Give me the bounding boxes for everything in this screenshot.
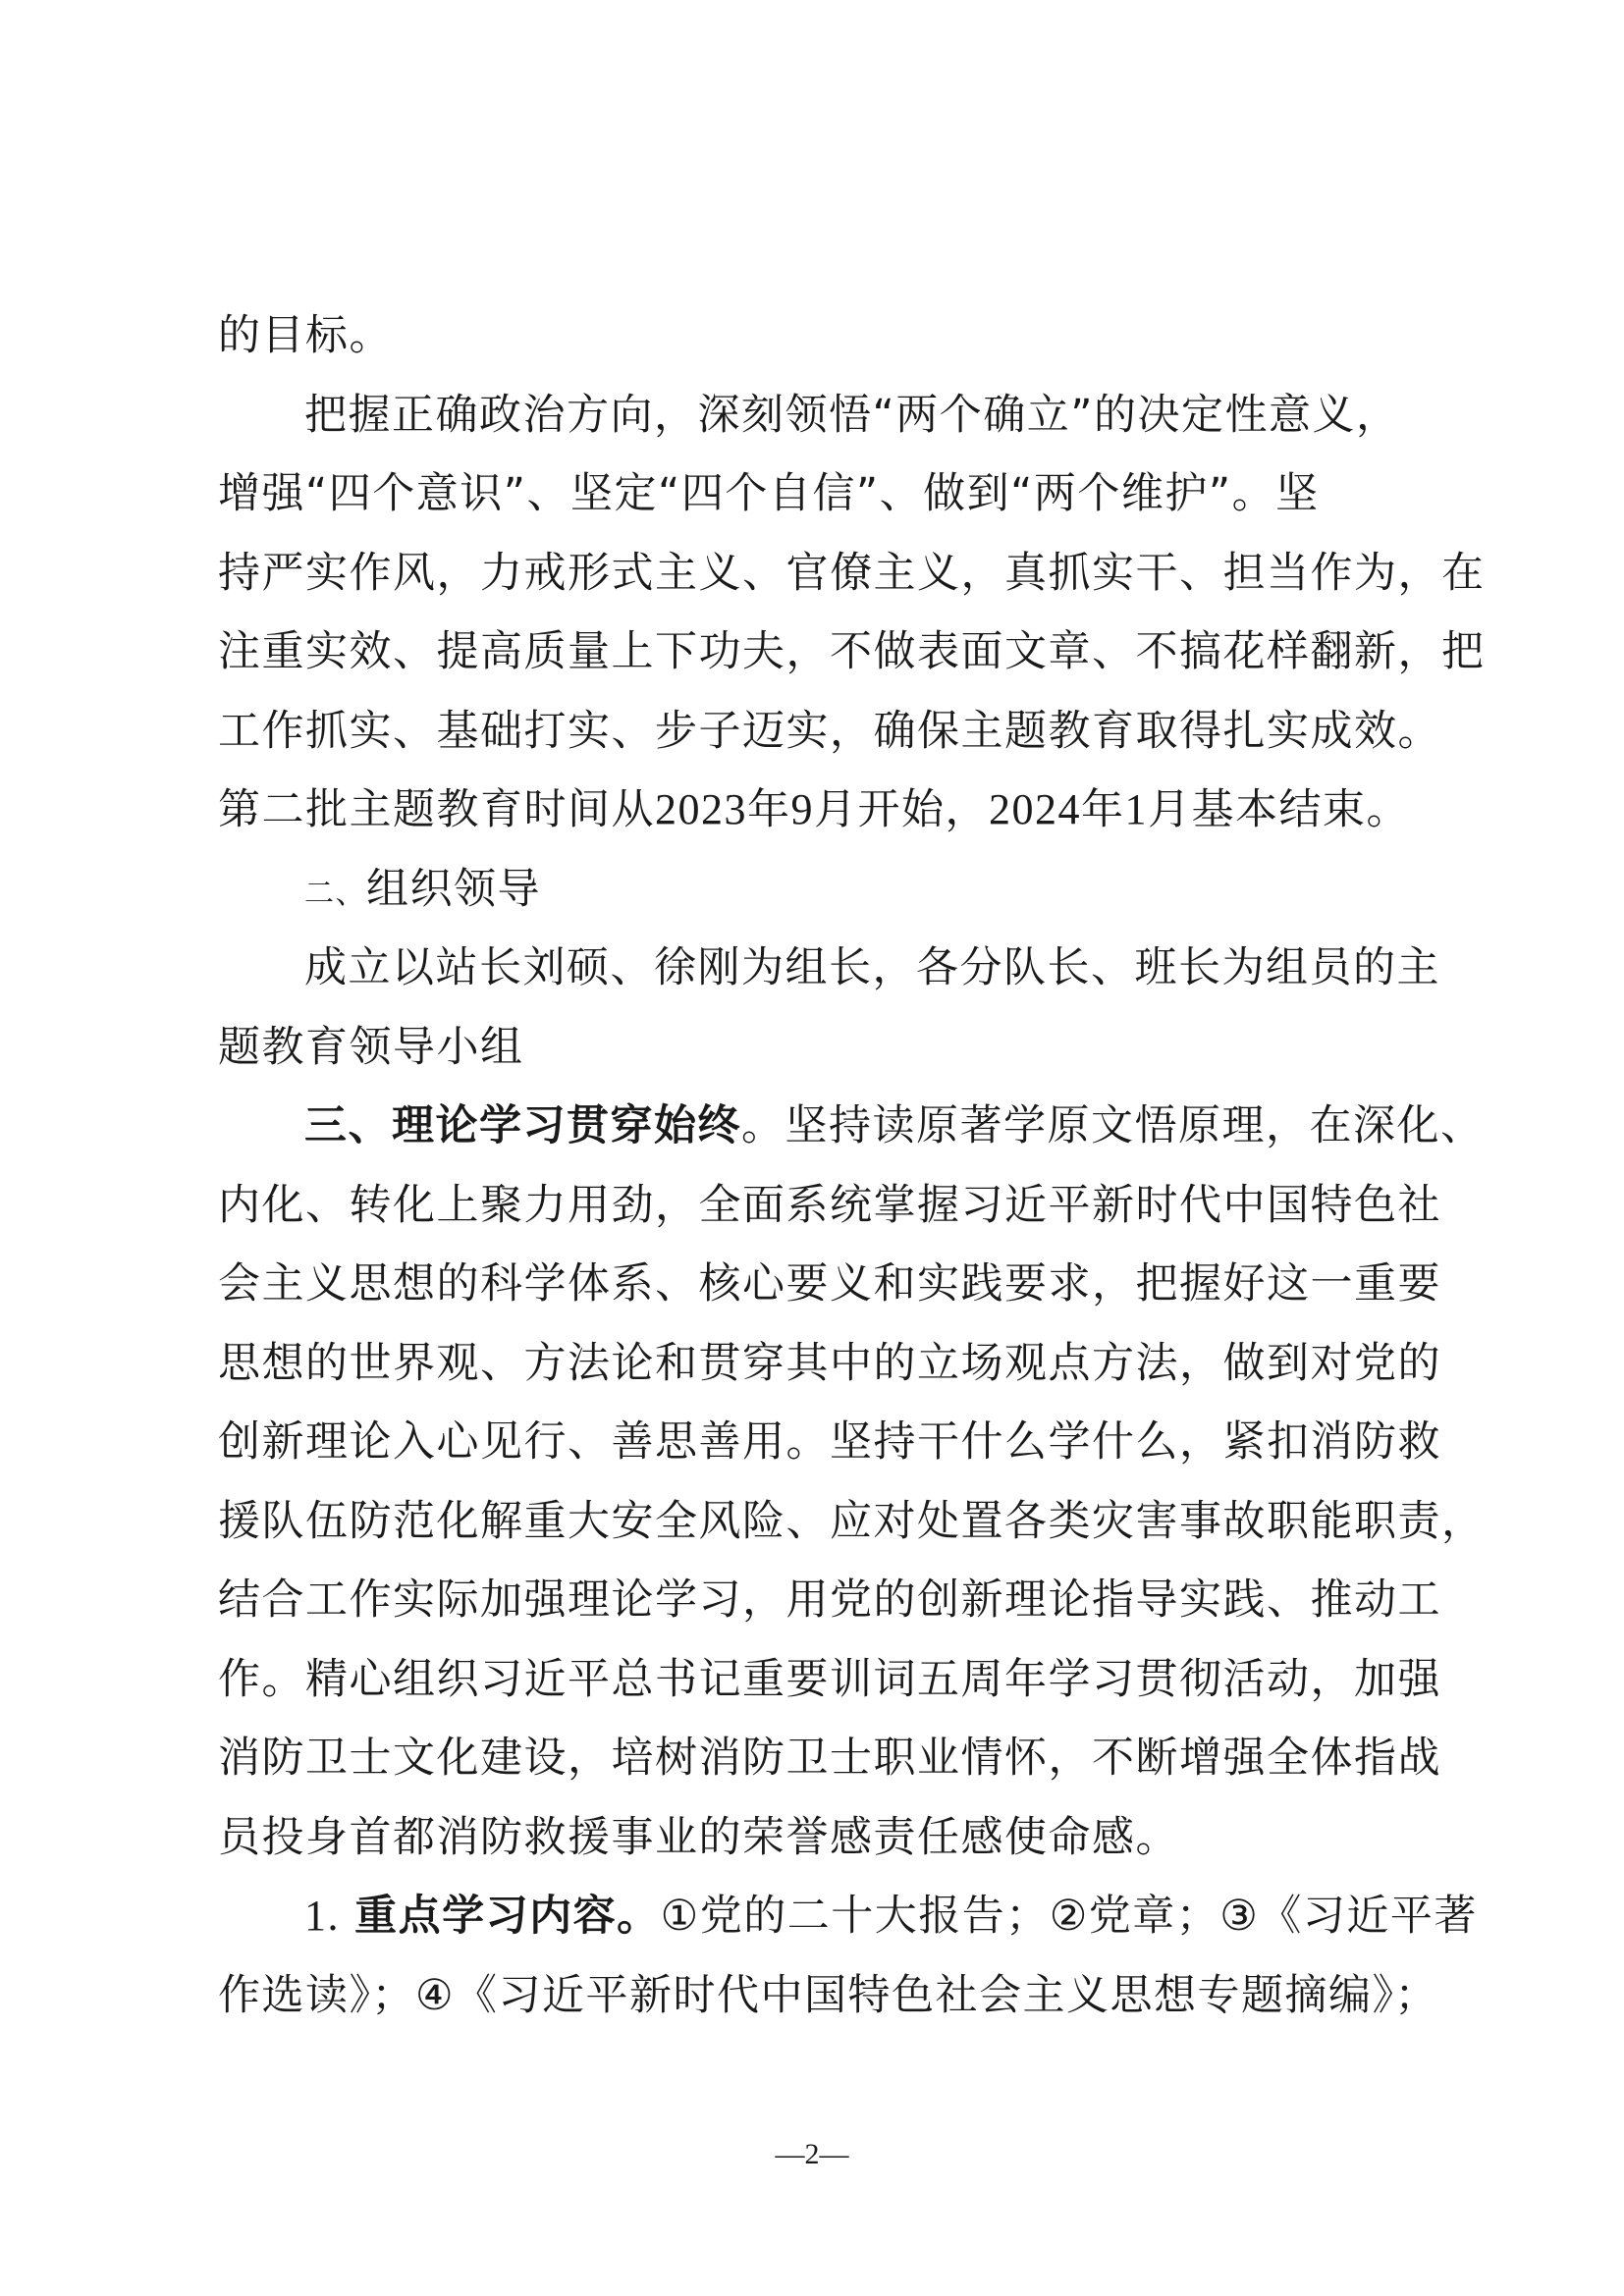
paragraph-line — [218, 771, 1447, 850]
text-run: 工作抓实、基础打实、步子迈实，确保主题教育取得扎实成效。 — [218, 706, 1441, 756]
paragraph-line — [218, 1008, 1447, 1088]
section-heading — [218, 850, 1447, 930]
text-run: 会主义思想的科学体系、核心要义和实践要求，把握好这一重要 — [218, 1259, 1441, 1308]
item-number: 1. — [304, 1892, 340, 1940]
text-run: 作。精心组织习近平总书记重要训词五周年学习贯彻活动，加强 — [218, 1654, 1441, 1704]
text-run: 把握正确政治方向，深刻领悟“两个确立”的决定性意义， — [304, 390, 1400, 440]
text-run: 题教育领导小组 — [218, 1022, 524, 1072]
paragraph-line — [218, 1245, 1447, 1324]
paragraph-line — [218, 613, 1486, 692]
section-number: 二、 — [304, 876, 366, 911]
subsection-title: 重点学习内容。 — [354, 1892, 661, 1941]
section-heading — [218, 1087, 1485, 1166]
text-run: 持严实作风，力戒形式主义、官僚主义，真抓实干、担当作为，在 — [218, 548, 1486, 598]
paragraph-line — [218, 1166, 1447, 1246]
paragraph-line — [218, 1956, 1447, 2036]
text-run: 思想的世界观、方法论和贯穿其中的立场观点方法，做到对党的 — [218, 1338, 1441, 1388]
paragraph-line — [218, 692, 1447, 772]
paragraph-line — [218, 1482, 1486, 1562]
text-run: 年 — [1081, 785, 1125, 834]
text-run: 月基本结束。 — [1148, 785, 1410, 834]
text-run: 增强“四个意识”、坚定“四个自信”、做到“两个维护”。坚 — [218, 469, 1320, 518]
subsection-heading — [218, 1877, 1478, 1956]
text-run: 成立以站长刘硕、徐刚为组长，各分队长、班长为组员的主 — [304, 943, 1440, 992]
text-run: 的目标。 — [218, 311, 393, 360]
paragraph-line — [218, 454, 1447, 534]
paragraph-line — [218, 1561, 1447, 1640]
text-run: 年 — [747, 785, 791, 834]
month-value: 1 — [1124, 785, 1148, 833]
paragraph-line — [218, 534, 1486, 614]
text-run: ①党的二十大报告；②党章；③《习近平著 — [660, 1892, 1478, 1941]
paragraph-line — [218, 376, 1447, 455]
paragraph-line — [218, 1719, 1447, 1798]
text-run: 注重实效、提高质量上下功夫，不做表面文章、不搞花样翻新，把 — [218, 627, 1486, 676]
text-run: 作选读》；④《习近平新时代中国特色社会主义思想专题摘编》； — [218, 1970, 1439, 2020]
paragraph-line — [218, 1324, 1447, 1404]
section-title: 组织领导 — [366, 864, 541, 914]
text-run: 。坚持读原著学原文悟原理，在深化、 — [741, 1101, 1485, 1150]
text-run: 内化、转化上聚力用劲，全面系统掌握习近平新时代中国特色社 — [218, 1180, 1441, 1230]
text-run: 结合工作实际加强理论学习，用党的创新理论指导实践、推动工 — [218, 1575, 1441, 1625]
text-run: 员投身首都消防救援事业的荣誉感责任感使命感。 — [218, 1812, 1179, 1862]
text-run: 月开始， — [814, 785, 989, 834]
text-run: 创新理论入心见行、善思善用。坚持干什么学什么，紧扣消防救 — [218, 1417, 1441, 1467]
paragraph-line — [218, 296, 1447, 376]
month-value: 9 — [790, 785, 814, 833]
year-value: 2023 — [655, 785, 747, 833]
document-body — [218, 296, 1486, 2035]
year-value: 2024 — [989, 785, 1081, 833]
text-run: 消防卫士文化建设，培树消防卫士职业情怀，不断增强全体指战 — [218, 1734, 1441, 1783]
paragraph-line — [218, 1640, 1447, 1720]
paragraph-line — [218, 929, 1447, 1008]
text-run: 第二批主题教育时间从 — [218, 785, 655, 834]
section-title: 三、理论学习贯穿始终 — [304, 1101, 741, 1150]
page-number: —2— — [775, 2138, 849, 2170]
paragraph-line — [218, 1798, 1447, 1878]
text-run: 援队伍防范化解重大安全风险、应对处置各类灾害事故职能职责， — [218, 1496, 1486, 1546]
paragraph-line — [218, 1403, 1447, 1482]
